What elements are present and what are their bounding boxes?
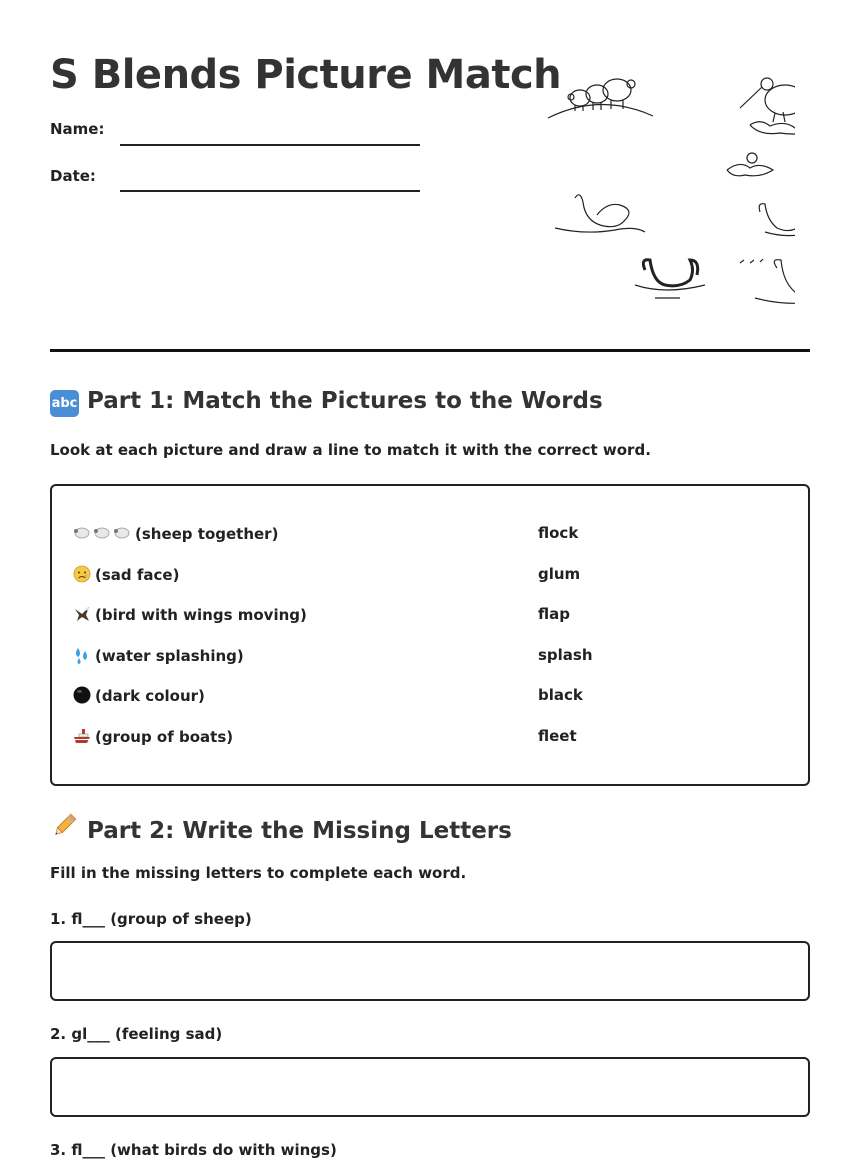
match-picture-label: (bird with wings moving) [95, 606, 307, 624]
sheep-icon [73, 524, 131, 542]
sad-face-icon [73, 565, 91, 583]
match-word[interactable]: fleet [538, 727, 577, 745]
match-word[interactable]: splash [538, 646, 593, 664]
part2-heading [50, 811, 512, 844]
match-row[interactable] [73, 565, 793, 589]
match-word[interactable]: black [538, 686, 583, 704]
match-word[interactable]: flock [538, 524, 579, 542]
worksheet-page [50, 0, 810, 1159]
black-swan-drawing [635, 260, 705, 298]
swan-diving-drawing [555, 195, 645, 232]
match-word[interactable]: glum [538, 565, 581, 583]
name-field-row [50, 120, 120, 138]
match-picture[interactable] [73, 686, 205, 705]
part1-title: Part 1: Match the Pictures to the Words [87, 388, 603, 414]
page-title: S Blends Picture Match [50, 52, 562, 98]
match-picture-label: (group of boats) [95, 728, 234, 746]
match-picture[interactable] [73, 565, 179, 584]
date-input-line[interactable] [120, 190, 420, 192]
kiwi-bird-drawing [727, 78, 795, 176]
part2-title: Part 2: Write the Missing Letters [87, 818, 512, 844]
match-picture-label: (dark colour) [95, 687, 205, 705]
match-picture-label: (sad face) [95, 566, 180, 584]
worksheet-header [50, 0, 810, 352]
abc-icon: abc [50, 390, 79, 417]
ship-icon [73, 727, 91, 745]
match-row[interactable] [73, 727, 793, 751]
pencil-icon [50, 811, 79, 840]
bird-icon [73, 605, 91, 623]
match-picture[interactable] [73, 605, 307, 624]
match-picture[interactable] [73, 646, 244, 665]
name-input-line[interactable] [120, 144, 420, 146]
animals-illustration [545, 70, 795, 315]
match-row[interactable] [73, 646, 793, 670]
sheep-on-hill-drawing [548, 79, 653, 118]
match-picture[interactable] [73, 524, 278, 543]
water-splash-icon [73, 646, 91, 664]
swan-large-drawing [740, 259, 795, 306]
date-label: Date: [50, 167, 96, 185]
black-circle-icon [73, 686, 91, 704]
match-row[interactable] [73, 686, 793, 710]
swan-small-drawing [759, 204, 795, 236]
part2-instruction: Fill in the missing letters to complete each word. [50, 864, 467, 882]
matching-box [50, 484, 810, 786]
question-3-label: 3. fl___ (what birds do with wings) [50, 1141, 337, 1159]
date-field-row [50, 167, 120, 185]
question-2-answer-box[interactable] [50, 1057, 810, 1117]
part1-instruction: Look at each picture and draw a line to match it with the correct word. [50, 441, 651, 459]
match-picture-label: (sheep together) [135, 525, 279, 543]
match-picture[interactable] [73, 727, 233, 746]
question-1-label: 1. fl___ (group of sheep) [50, 910, 252, 928]
question-2-label: 2. gl___ (feeling sad) [50, 1025, 223, 1043]
match-picture-label: (water splashing) [95, 647, 244, 665]
match-row[interactable] [73, 605, 793, 629]
question-1-answer-box[interactable] [50, 941, 810, 1001]
match-word[interactable]: flap [538, 605, 570, 623]
name-label: Name: [50, 120, 105, 138]
part1-heading [50, 388, 603, 417]
match-row[interactable] [73, 524, 793, 548]
